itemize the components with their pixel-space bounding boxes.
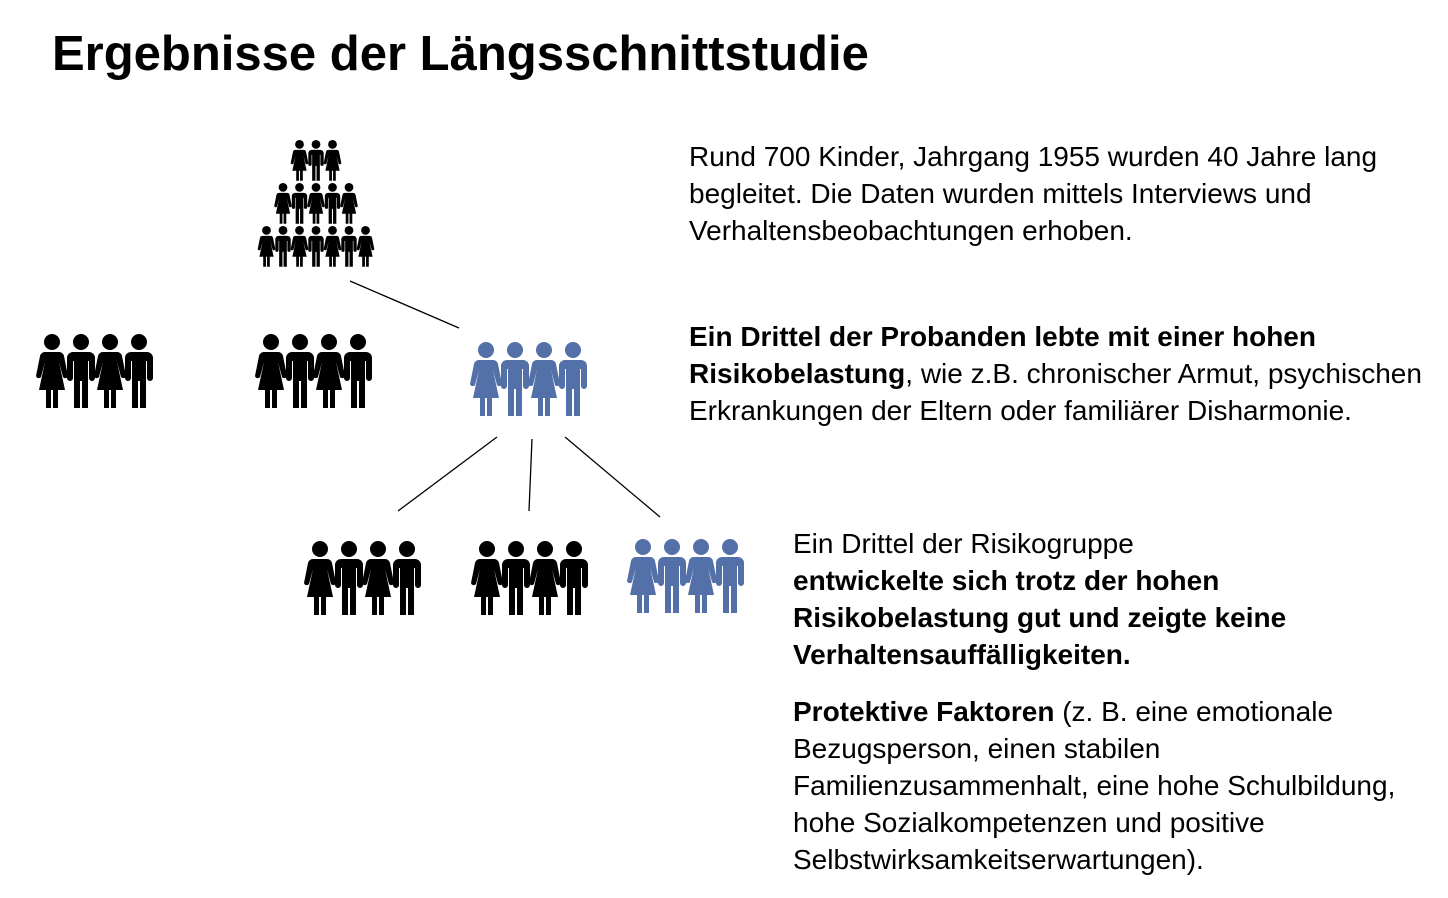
person-icon <box>341 226 356 267</box>
connector-line <box>350 281 459 328</box>
person-icon <box>291 226 309 267</box>
person-icon <box>357 226 375 267</box>
study-description: Rund 700 Kinder, Jahrgang 1955 wurden 40 Jahre lang begleitet. Die Daten wurden mittels Interviews und Verhaltensbeobachtungen erhoben. <box>689 141 1378 246</box>
person-icon <box>307 183 325 224</box>
protective-factors-bold: Protektive Faktoren <box>793 696 1055 727</box>
risk-group-description <box>689 318 1429 429</box>
people-group-icon <box>471 541 588 615</box>
person-icon <box>325 183 340 224</box>
people-group-icon <box>304 541 421 615</box>
connector-line <box>398 437 497 511</box>
people-group-icon <box>470 342 587 416</box>
person-icon <box>324 140 342 181</box>
resilient-group-description <box>793 525 1433 673</box>
person-icon <box>324 226 342 267</box>
protective-factors-normal: (z. B. eine emotionale Bezugsperson, einen stabilen Familienzusammenhalt, eine hohe Schulbildung, hohe Sozialkompetenzen und positive Selbstwirksamkeitserwartungen). <box>793 696 1396 875</box>
people-group-icon <box>36 334 153 408</box>
person-icon <box>292 183 307 224</box>
person-icon <box>274 183 292 224</box>
connector-line <box>529 439 532 511</box>
risk-group-bold: Ein Drittel der Probanden lebte mit einer hohen Risikobelastung <box>689 321 1316 389</box>
people-group-icon <box>255 334 372 408</box>
resilient-group-bold: entwickelte sich trotz der hohen Risikobelastung gut und zeigte keine Verhaltensauffälligkeiten. <box>793 565 1287 670</box>
resilient-group-normal: Ein Drittel der Risikogruppe <box>793 528 1134 559</box>
connector-line <box>565 437 660 517</box>
person-icon <box>275 226 290 267</box>
person-icon <box>340 183 358 224</box>
protective-factors <box>793 693 1433 878</box>
person-icon <box>308 140 323 181</box>
person-icon <box>308 226 323 267</box>
people-group-icon <box>627 539 744 613</box>
people-pyramid-icon <box>258 140 375 267</box>
page-title: Ergebnisse der Längsschnittstudie <box>52 27 869 81</box>
person-icon <box>258 226 276 267</box>
risk-group-normal: , wie z.B. chronischer Armut, psychischen Erkrankungen der Eltern oder familiärer Disharmonie. <box>689 358 1422 426</box>
person-icon <box>291 140 309 181</box>
